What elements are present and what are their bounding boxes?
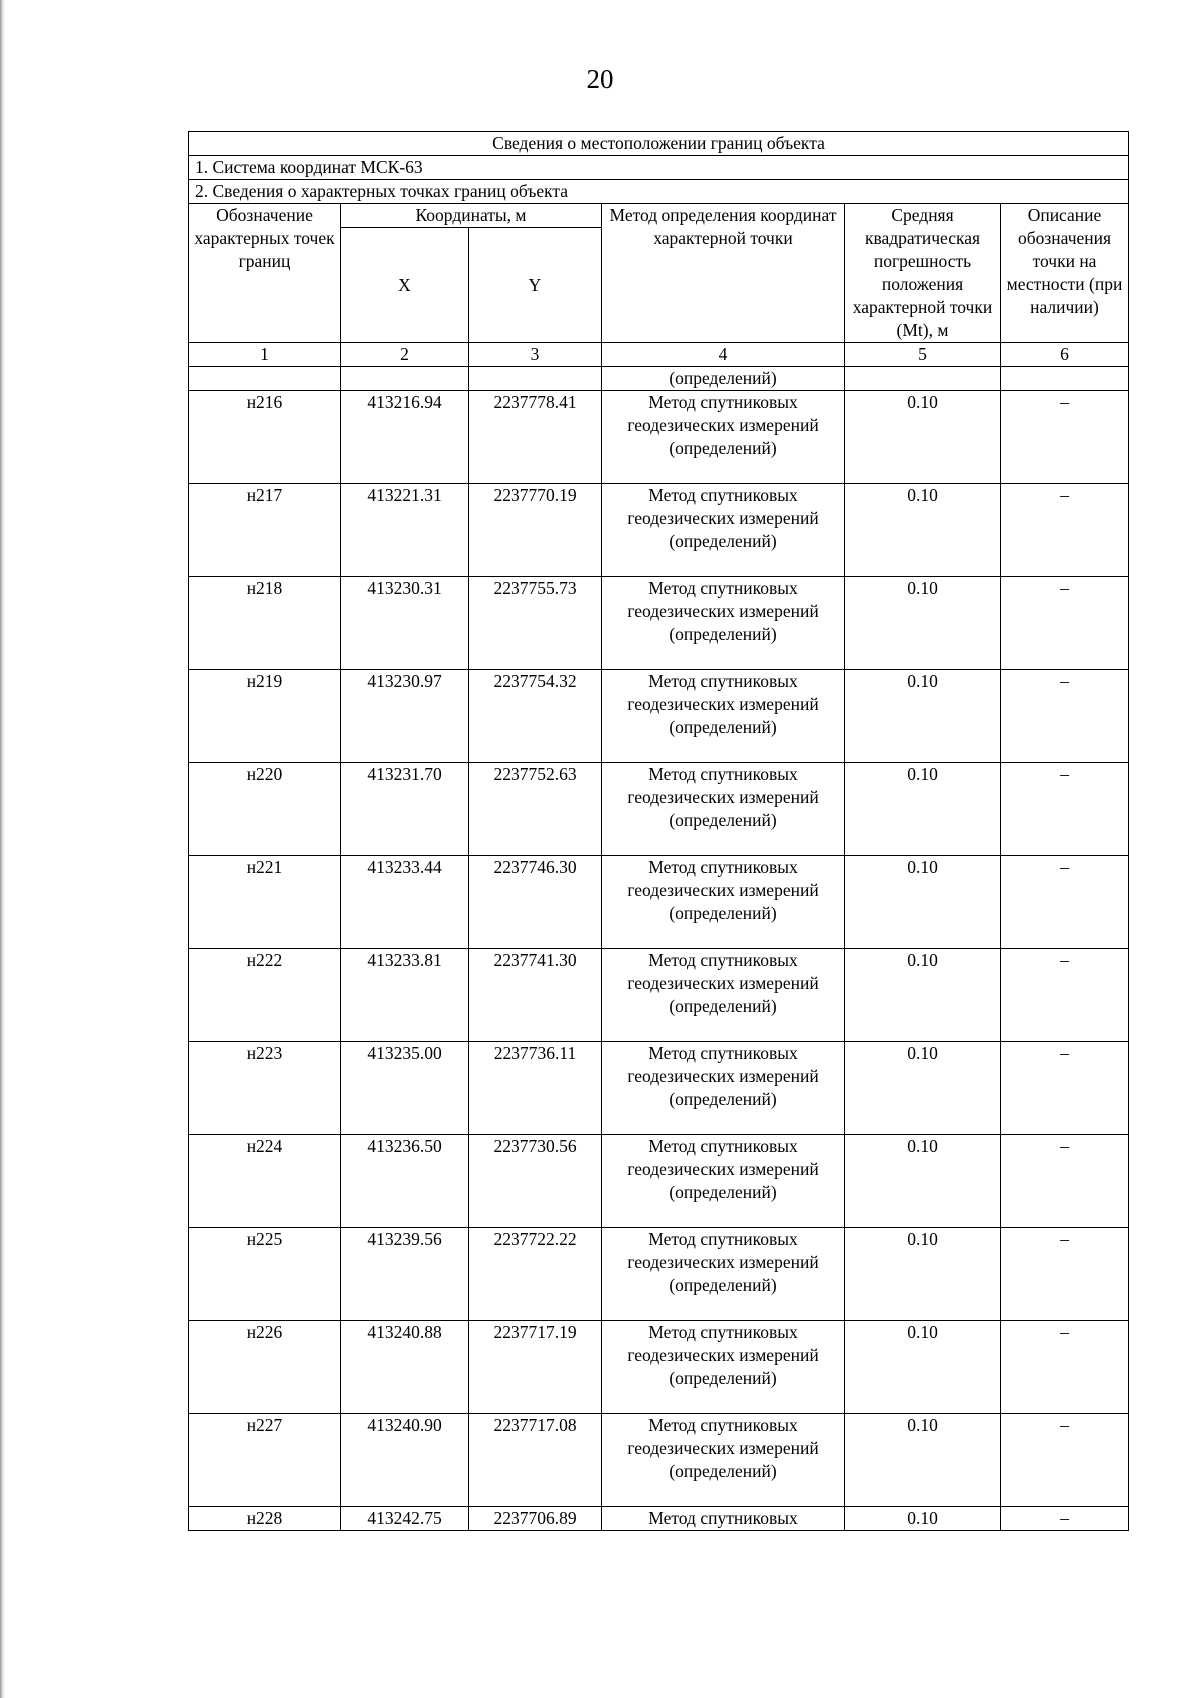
- method: Метод спутниковых геодезических измерений (определений): [602, 484, 845, 577]
- point-id: н219: [189, 670, 341, 763]
- mean-error: 0.10: [845, 577, 1001, 670]
- table-row: [189, 1042, 1129, 1135]
- y-coordinate: 2237730.56: [469, 1135, 602, 1228]
- method: Метод спутниковых геодезических измерений (определений): [602, 856, 845, 949]
- description: –: [1001, 670, 1129, 763]
- point-id: н228: [189, 1507, 341, 1531]
- method: Метод спутниковых геодезических измерений (определений): [602, 670, 845, 763]
- y-coordinate: 2237706.89: [469, 1507, 602, 1531]
- y-coordinate: 2237741.30: [469, 949, 602, 1042]
- header-method: Метод определения координат характерной точки: [602, 204, 845, 343]
- table-row: [189, 1135, 1129, 1228]
- continued-cell: [1001, 367, 1129, 391]
- description: –: [1001, 763, 1129, 856]
- point-id: н227: [189, 1414, 341, 1507]
- table-row: [189, 1414, 1129, 1507]
- column-number-5: 5: [845, 343, 1001, 367]
- description: –: [1001, 1135, 1129, 1228]
- description: –: [1001, 949, 1129, 1042]
- x-coordinate: 413233.44: [341, 856, 469, 949]
- page-left-edge: [0, 0, 5, 1698]
- description: –: [1001, 1414, 1129, 1507]
- x-coordinate: 413240.90: [341, 1414, 469, 1507]
- table-row: [189, 763, 1129, 856]
- table-row: [189, 856, 1129, 949]
- point-id: н225: [189, 1228, 341, 1321]
- y-coordinate: 2237755.73: [469, 577, 602, 670]
- coordinate-system-row: 1. Система координат МСК-63: [189, 156, 1129, 180]
- x-coordinate: 413242.75: [341, 1507, 469, 1531]
- x-coordinate: 413230.31: [341, 577, 469, 670]
- column-number-3: 3: [469, 343, 602, 367]
- mean-error: 0.10: [845, 391, 1001, 484]
- mean-error: 0.10: [845, 949, 1001, 1042]
- continued-row: [189, 367, 1129, 391]
- mean-error: 0.10: [845, 1414, 1001, 1507]
- description: –: [1001, 1228, 1129, 1321]
- boundary-points-table: [188, 131, 1129, 1531]
- method: Метод спутниковых геодезических измерений (определений): [602, 1321, 845, 1414]
- point-id: н223: [189, 1042, 341, 1135]
- point-id: н220: [189, 763, 341, 856]
- method: Метод спутниковых геодезических измерений (определений): [602, 577, 845, 670]
- continued-cell: [469, 367, 602, 391]
- method: Метод спутниковых геодезических измерений (определений): [602, 391, 845, 484]
- y-coordinate: 2237752.63: [469, 763, 602, 856]
- x-coordinate: 413216.94: [341, 391, 469, 484]
- point-id: н216: [189, 391, 341, 484]
- point-id: н226: [189, 1321, 341, 1414]
- mean-error: 0.10: [845, 670, 1001, 763]
- y-coordinate: 2237770.19: [469, 484, 602, 577]
- mean-error: 0.10: [845, 1507, 1001, 1531]
- x-coordinate: 413236.50: [341, 1135, 469, 1228]
- continued-cell: [189, 367, 341, 391]
- y-coordinate: 2237754.32: [469, 670, 602, 763]
- mean-error: 0.10: [845, 484, 1001, 577]
- page-number: 20: [586, 64, 614, 94]
- method: Метод спутниковых геодезических измерений (определений): [602, 949, 845, 1042]
- mean-error: 0.10: [845, 1321, 1001, 1414]
- column-number-6: 6: [1001, 343, 1129, 367]
- y-coordinate: 2237717.19: [469, 1321, 602, 1414]
- characteristic-points-row: 2. Сведения о характерных точках границ объекта: [189, 180, 1129, 204]
- point-id: н224: [189, 1135, 341, 1228]
- y-coordinate: 2237722.22: [469, 1228, 602, 1321]
- description: –: [1001, 1042, 1129, 1135]
- header-description: Описание обозначения точки на местности (при наличии): [1001, 204, 1129, 343]
- y-coordinate: 2237736.11: [469, 1042, 602, 1135]
- method: Метод спутниковых геодезических измерений (определений): [602, 1135, 845, 1228]
- description: –: [1001, 1321, 1129, 1414]
- method: Метод спутниковых геодезических измерений (определений): [602, 1042, 845, 1135]
- table-row: [189, 577, 1129, 670]
- table-row: [189, 1321, 1129, 1414]
- point-id: н222: [189, 949, 341, 1042]
- table-row: [189, 670, 1129, 763]
- y-coordinate: 2237717.08: [469, 1414, 602, 1507]
- table-row: [189, 391, 1129, 484]
- description: –: [1001, 856, 1129, 949]
- column-number-4: 4: [602, 343, 845, 367]
- header-point-designation: Обозначение характерных точек границ: [189, 204, 341, 343]
- method: Метод спутниковых геодезических измерений (определений): [602, 1414, 845, 1507]
- x-coordinate: 413239.56: [341, 1228, 469, 1321]
- column-number-1: 1: [189, 343, 341, 367]
- table-row: [189, 484, 1129, 577]
- table-title: Сведения о местоположении границ объекта: [189, 132, 1129, 156]
- description: –: [1001, 391, 1129, 484]
- header-coordinates: Координаты, м: [341, 204, 602, 228]
- x-coordinate: 413231.70: [341, 763, 469, 856]
- table-row: [189, 1507, 1129, 1531]
- y-coordinate: 2237746.30: [469, 856, 602, 949]
- mean-error: 0.10: [845, 1042, 1001, 1135]
- description: –: [1001, 484, 1129, 577]
- y-coordinate: 2237778.41: [469, 391, 602, 484]
- x-coordinate: 413233.81: [341, 949, 469, 1042]
- table-row: [189, 949, 1129, 1042]
- x-coordinate: 413221.31: [341, 484, 469, 577]
- x-coordinate: 413235.00: [341, 1042, 469, 1135]
- point-id: н221: [189, 856, 341, 949]
- mean-error: 0.10: [845, 763, 1001, 856]
- point-id: н217: [189, 484, 341, 577]
- table-row: [189, 1228, 1129, 1321]
- description: –: [1001, 1507, 1129, 1531]
- method: Метод спутниковых: [602, 1507, 845, 1531]
- continued-cell: [845, 367, 1001, 391]
- mean-error: 0.10: [845, 1135, 1001, 1228]
- x-coordinate: 413240.88: [341, 1321, 469, 1414]
- continued-cell: [341, 367, 469, 391]
- method: Метод спутниковых геодезических измерений (определений): [602, 1228, 845, 1321]
- header-mean-error: Средняя квадратическая погрешность положения характерной точки (Mt), м: [845, 204, 1001, 343]
- mean-error: 0.10: [845, 856, 1001, 949]
- continued-method: (определений): [602, 367, 845, 391]
- header-x: X: [341, 228, 469, 343]
- column-number-2: 2: [341, 343, 469, 367]
- description: –: [1001, 577, 1129, 670]
- x-coordinate: 413230.97: [341, 670, 469, 763]
- method: Метод спутниковых геодезических измерений (определений): [602, 763, 845, 856]
- header-y: Y: [469, 228, 602, 343]
- mean-error: 0.10: [845, 1228, 1001, 1321]
- point-id: н218: [189, 577, 341, 670]
